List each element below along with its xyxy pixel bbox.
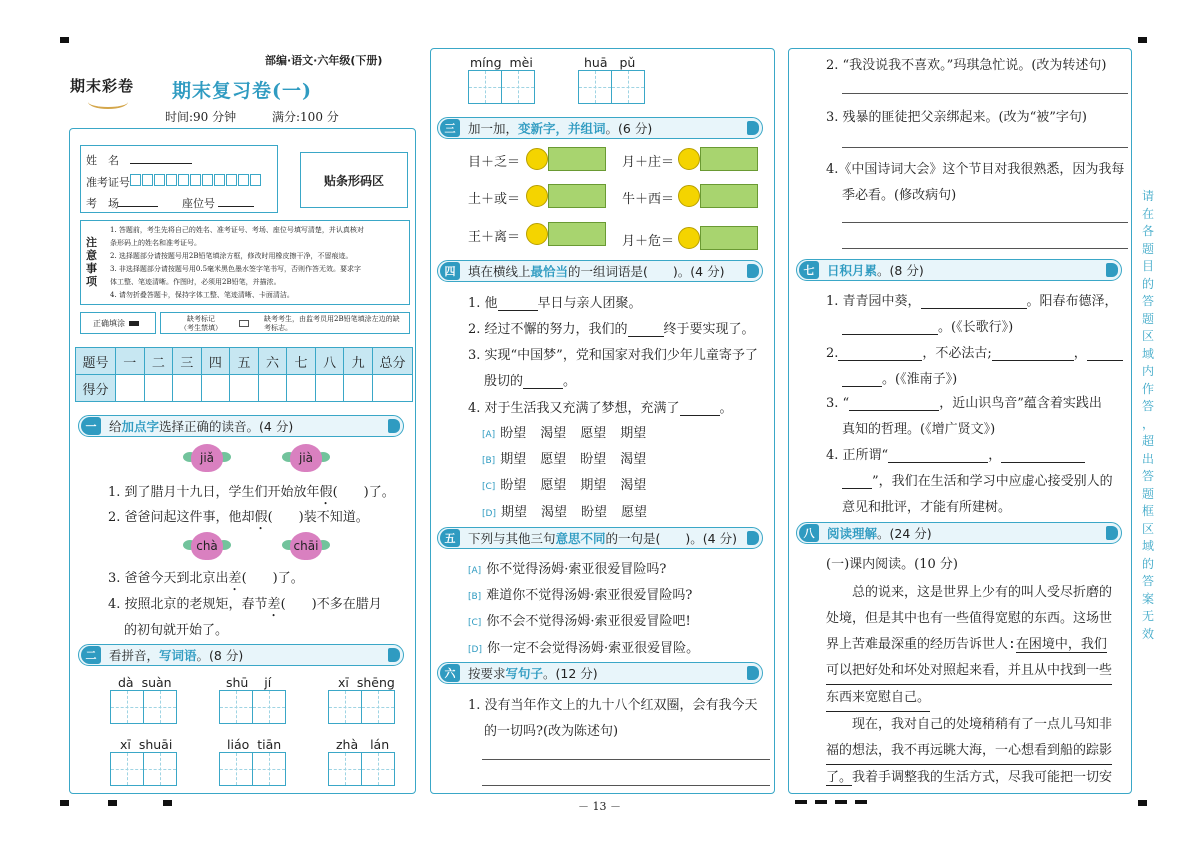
- score-table: 题号 一 二 三 四 五 六 七 八 九 总分 得分: [75, 347, 413, 402]
- s7-q1: 1. 青青园中葵， 。阳春布德泽，: [826, 294, 1118, 309]
- s7-q4-cont: ”，我们在生活和学习中应虚心接受别人的: [842, 470, 1113, 489]
- passage-line: 东西来宽慰自己。: [826, 685, 930, 712]
- notes-text: 1. 答题前，考生先将自己的姓名、准考证号、考场、座位号填写清楚，并认真核对 条形码上的姓名和准考证号。 2. 选择题部分请按题号用2B铅笔填涂方框，修改时用橡皮擦干净，不留痕迹。 3. 非选择题部分请按题号用0.5毫米黑色墨水签字笔书写，否则作答无效。要求字 体工整、笔迹清晰。作图时，必须用2B铅笔，并描浓。 4. 请勿折叠答题卡，保持字体工整、笔迹清晰、卡面清洁。: [110, 226, 364, 299]
- logo-swoosh: [88, 95, 128, 109]
- answer-line[interactable]: [842, 222, 1128, 223]
- s5-option-c[interactable]: [C] 你不会不觉得汤姆·索亚很爱冒险吧!: [468, 614, 691, 629]
- answer-line[interactable]: [482, 785, 770, 786]
- writing-grid[interactable]: [110, 752, 176, 786]
- barcode-label: 贴条形码区: [323, 173, 384, 188]
- pinyin-heart-jia4: jià: [282, 444, 330, 474]
- section-2-header: 二 看拼音，写词语。(8 分): [78, 644, 404, 666]
- passage-line: 现在，我对自己的处境稍稍有了一点儿马知非: [852, 717, 1113, 732]
- s3-item-6: 月＋危＝: [622, 234, 675, 249]
- name-field[interactable]: [130, 163, 192, 164]
- registration-mark: [1138, 37, 1147, 43]
- passage-line: 总的说来，这是世界上少有的叫人受尽折磨的: [852, 585, 1113, 600]
- name-label: 姓 名: [86, 154, 119, 167]
- pinyin-mingmei: míng mèi: [470, 55, 533, 70]
- notes-label: 注 意 事 项: [86, 236, 97, 288]
- s7-q3-cont: 真知的哲理。(《增广贤文》): [842, 422, 996, 437]
- s1-q2: 2. 爸爸问起这件事，他却假( )装不知道。: [108, 510, 369, 525]
- correct-fill-box: 正确填涂: [80, 312, 156, 334]
- registration-mark: [163, 800, 172, 806]
- s4-option-a[interactable]: [A] 盼望 渴望 愿望 期望: [482, 426, 647, 441]
- ticket-number-boxes[interactable]: [130, 174, 261, 186]
- s3-item-4: 牛＋西＝: [622, 192, 675, 207]
- registration-mark: [1138, 800, 1147, 806]
- section-4-header: 四 填在横线上最恰当的一组词语是( )。(4 分): [437, 260, 763, 282]
- writing-grid[interactable]: [578, 70, 644, 104]
- answer-line[interactable]: [842, 147, 1128, 148]
- passage-line: 可以把好处和坏处对照起来看，并且从中找到一些: [826, 658, 1112, 685]
- s7-q2-cont: 。(《淮南子》): [842, 368, 957, 387]
- registration-mark: [108, 800, 117, 806]
- pinyin-shuji: shū jí: [226, 675, 272, 690]
- s1-q4: 4. 按照北京的老规矩，春节差( )不多在腊月: [108, 597, 382, 612]
- s6-q1-cont: 的一切吗?(改为陈述句): [484, 724, 619, 739]
- answer-box[interactable]: [700, 147, 758, 171]
- s6-q2: 2. “我没说我不喜欢。”玛琪急忙说。(改为转述句): [826, 58, 1107, 73]
- answer-line[interactable]: [482, 759, 770, 760]
- absent-checkbox[interactable]: [239, 320, 249, 327]
- s3-item-5: 王＋离＝: [468, 230, 521, 245]
- section-5-header: 五 下列与其他三句意思不同的一句是( )。(4 分): [437, 527, 763, 549]
- reading-passage: [826, 580, 1130, 791]
- s6-q4: 4.《中国诗词大会》这个节目对我很熟悉，因为我每: [826, 162, 1125, 177]
- section-3-header: 三 加一加，变新字，并组词。(6 分): [437, 117, 763, 139]
- s1-q4-cont: 的初旬就开始了。: [124, 623, 229, 638]
- answer-box[interactable]: [548, 147, 606, 171]
- room-field[interactable]: [118, 206, 158, 207]
- logo: [70, 75, 150, 115]
- answer-line[interactable]: [842, 93, 1128, 94]
- writing-grid[interactable]: [328, 690, 394, 724]
- registration-mark: [835, 800, 847, 804]
- pinyin-huapu: huā pǔ: [584, 55, 636, 70]
- registration-mark: [795, 800, 807, 804]
- passage-line: 处境，但是其中也有一些值得宽慰的东西。这场世: [826, 611, 1113, 626]
- pinyin-xishuai: xī shuāi: [120, 737, 173, 752]
- pinyin-xisheng: xī shēng: [338, 675, 395, 690]
- reading-subtitle: (一)课内阅读。(10 分): [826, 557, 958, 572]
- pinyin-zhalan: zhà lán: [336, 737, 390, 752]
- s7-q3: 3. “ ，近山识鸟音”蕴含着实践出: [826, 396, 1102, 411]
- writing-grid[interactable]: [468, 70, 534, 104]
- page-title: 期末复习卷(一): [172, 80, 312, 102]
- seat-label: 座位号: [182, 197, 215, 210]
- s6-q1: 1. 没有当年作文上的九十八个红双圈，会有我今天: [468, 698, 758, 713]
- s1-q1: 1. 到了腊月十九日，学生们开始放年假( )了。: [108, 485, 395, 500]
- exam-time: 时间:90 分钟: [165, 110, 237, 124]
- s1-q3: 3. 爸爸今天到北京出差( )了。: [108, 571, 304, 586]
- exam-full-score: 满分:100 分: [272, 110, 339, 124]
- s4-q4: 4. 对于生活我又充满了梦想，充满了 。: [468, 401, 733, 416]
- s4-q2: 2. 经过不懈的努力，我们的 终于要实现了。: [468, 322, 755, 337]
- writing-grid[interactable]: [328, 752, 394, 786]
- lemon-icon: [526, 223, 548, 245]
- s3-item-1: 目＋乏＝: [468, 155, 521, 170]
- ticket-label: 准考证号: [86, 176, 130, 189]
- section-1-header: 一 给加点字选择正确的读音。(4 分): [78, 415, 404, 437]
- s5-option-a[interactable]: [A] 你不觉得汤姆·索亚很爱冒险吗?: [468, 562, 667, 577]
- registration-mark: [815, 800, 827, 804]
- writing-grid[interactable]: [219, 690, 285, 724]
- passage-line: 福的想法，我不再远眺大海，一心想看到船的踪影: [826, 738, 1112, 765]
- section-6-header: 六 按要求写句子。(12 分): [437, 662, 763, 684]
- s7-q1-cont: 。(《长歌行》): [842, 316, 1013, 335]
- s7-q2: 2. ，不必法古; ，: [826, 342, 1123, 361]
- room-label: 考 场: [86, 197, 119, 210]
- s4-option-b[interactable]: [B] 期望 愿望 盼望 渴望: [482, 452, 647, 467]
- series-label: 部编·语文·六年级(下册): [265, 54, 383, 67]
- lemon-icon: [526, 148, 548, 170]
- answer-area-warning: 请 在 各 题 目 的 答 题 区 域 内 作 答 ， 超 出 答 题 框 区 域 的 答 案 无 效: [1141, 189, 1154, 641]
- answer-box[interactable]: [548, 184, 606, 208]
- lemon-icon: [678, 185, 700, 207]
- registration-mark: [60, 37, 69, 43]
- answer-box[interactable]: [548, 222, 606, 246]
- pinyin-heart-jia3: jiǎ: [183, 444, 231, 474]
- s4-option-c[interactable]: [C] 盼望 愿望 期望 渴望: [482, 478, 647, 493]
- s3-item-2: 月＋庄＝: [622, 155, 675, 170]
- s4-q3: 3. 实现“中国梦”，党和国家对我们少年儿童寄予了: [468, 348, 758, 363]
- passage-line: 了。我着手调整我的生活方式，尽我可能把一切安: [826, 770, 1113, 785]
- writing-grid[interactable]: [110, 690, 176, 724]
- answer-box[interactable]: [700, 226, 758, 250]
- registration-mark: [60, 800, 69, 806]
- s7-q4: 4. 正所谓“ ，: [826, 444, 1085, 463]
- s4-q1: 1. 他 早日与亲人团聚。: [468, 296, 642, 311]
- s3-item-3: 土＋或＝: [468, 192, 521, 207]
- pinyin-heart-cha4: chà: [183, 532, 231, 562]
- answer-line[interactable]: [842, 248, 1128, 249]
- answer-box[interactable]: [700, 184, 758, 208]
- s4-q3-cont: 殷切的 。: [484, 374, 577, 389]
- s7-q4-cont2: 意见和批评，才能有所建树。: [842, 500, 1012, 515]
- registration-mark: [855, 800, 867, 804]
- section-8-header: 八 阅读理解。(24 分): [796, 522, 1122, 544]
- lemon-icon: [678, 227, 700, 249]
- pinyin-dasuan: dà suàn: [118, 675, 172, 690]
- lemon-icon: [526, 185, 548, 207]
- logo-text: 期末彩卷: [70, 77, 135, 95]
- lemon-icon: [678, 148, 700, 170]
- pinyin-liaotian: liáo tiān: [227, 737, 282, 752]
- absent-mark-box: 缺考标记 （考生禁填） 缺考考生，由监考员用2B铅笔填涂左边的缺考标志。: [160, 312, 410, 334]
- page-number: － 13 －: [578, 800, 621, 813]
- passage-line: 界上苦难最深重的经历告诉世人:在困境中，我们: [826, 637, 1107, 652]
- seat-field[interactable]: [218, 206, 254, 207]
- writing-grid[interactable]: [219, 752, 285, 786]
- pinyin-heart-chai1: chāi: [282, 532, 330, 562]
- s4-option-d[interactable]: [D] 期望 渴望 盼望 愿望: [482, 505, 648, 520]
- section-7-header: 七 日积月累。(8 分): [796, 259, 1122, 281]
- s6-q4-cont: 季必看。(修改病句): [842, 188, 957, 203]
- s5-option-d[interactable]: [D] 你一定不会觉得汤姆·索亚很爱冒险。: [468, 641, 700, 656]
- barcode-area: [300, 152, 408, 208]
- s6-q3: 3. 残暴的匪徒把父亲绑起来。(改为“被”字句): [826, 110, 1087, 125]
- s5-option-b[interactable]: [B] 难道你不觉得汤姆·索亚很爱冒险吗?: [468, 588, 693, 603]
